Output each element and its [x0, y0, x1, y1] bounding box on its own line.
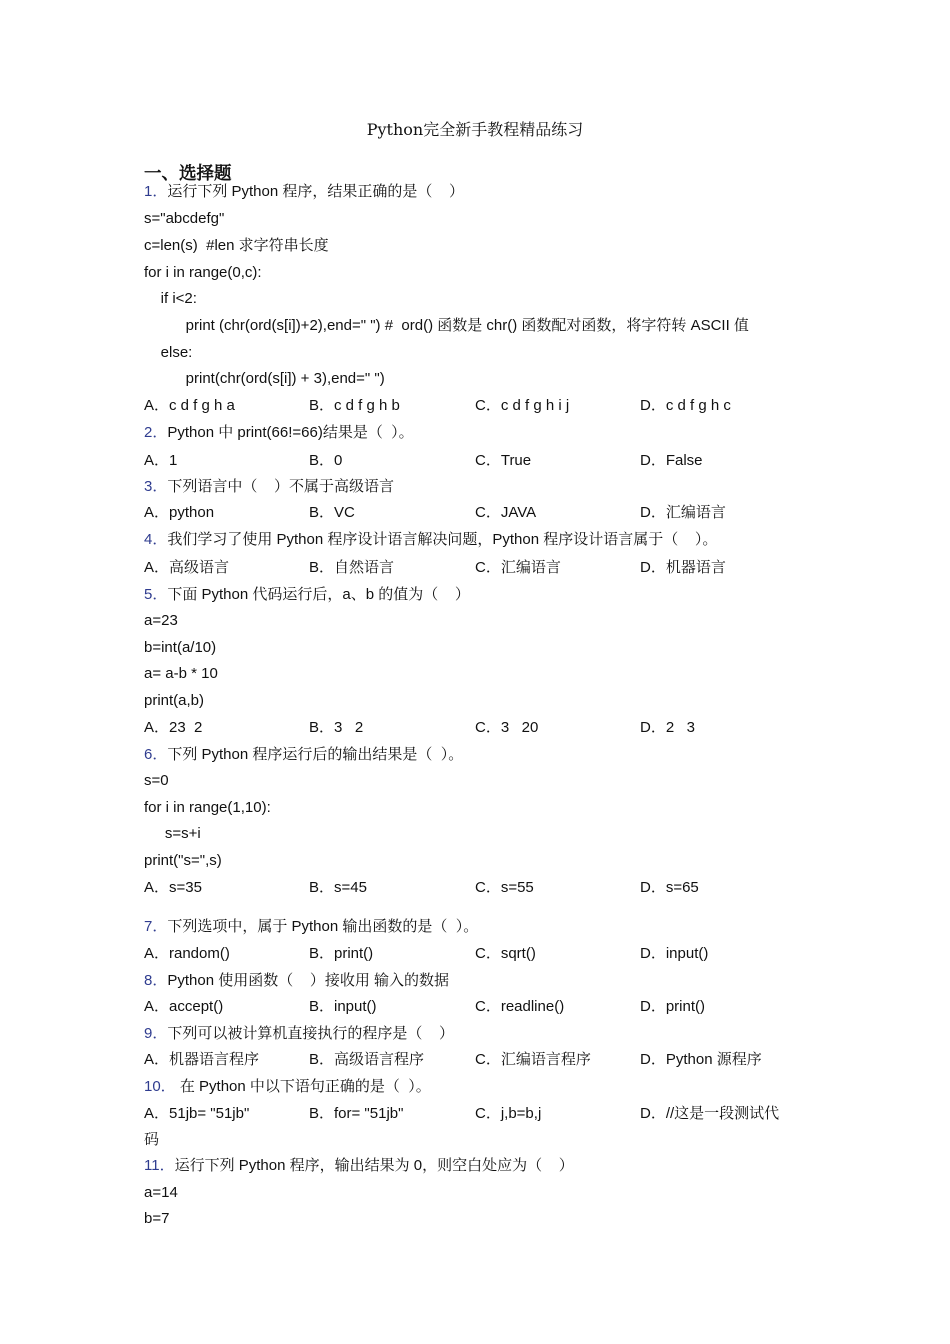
options-row — [144, 878, 824, 898]
question-text: 我们学习了使用 Python 程序设计语言解决问题，Python 程序设计语言属于（ ）。 — [167, 531, 718, 548]
option-d: D．c d f g h c — [640, 397, 731, 414]
option-b: B．print() — [309, 945, 374, 962]
option-b: B．自然语言 — [309, 559, 395, 576]
option-d: D．Python 源程序 — [640, 1051, 762, 1068]
code-line: for i in range(0,c): — [144, 264, 262, 281]
option-a: A．51jb= "51jb" — [144, 1105, 250, 1122]
code-line: s=s+i — [144, 825, 201, 842]
option-c: C．s=55 — [475, 879, 534, 896]
option-c: C．3 20 — [475, 719, 539, 736]
code-line: s="abcdefg" — [144, 210, 225, 227]
code-line: a= a-b * 10 — [144, 665, 218, 682]
question-number: 4． — [144, 531, 168, 548]
question-11 — [144, 1156, 574, 1176]
option-d: D．False — [640, 452, 703, 469]
option-b: B．c d f g h b — [309, 397, 400, 414]
code-line: print(chr(ord(s[i]) + 3),end=" ") — [144, 370, 385, 387]
question-1 — [144, 182, 464, 202]
options-row — [144, 451, 824, 471]
question-7 — [144, 917, 478, 937]
code-line: for i in range(1,10): — [144, 799, 271, 816]
question-2 — [144, 423, 414, 443]
question-number: 8． — [144, 972, 168, 989]
option-a: A．c d f g h a — [144, 397, 235, 414]
options-row — [144, 997, 824, 1017]
page-title: Python完全新手教程精品练习 — [366, 120, 584, 139]
question-number: 10． — [144, 1078, 176, 1095]
question-text: 运行下列 Python 程序，输出结果为 0，则空白处应为（ ） — [174, 1157, 574, 1174]
option-c: C．汇编语言 — [475, 559, 561, 576]
option-b: B．3 2 — [309, 719, 364, 736]
options-row — [144, 503, 824, 523]
option-a: A．23 2 — [144, 719, 203, 736]
option-b: B．0 — [309, 452, 343, 469]
option-a: A．python — [144, 504, 215, 521]
option-d: D．2 3 — [640, 719, 696, 736]
option-c: C．JAVA — [475, 504, 537, 521]
question-number: 3． — [144, 478, 168, 495]
option-d: D．//这是一段测试代 — [640, 1105, 780, 1122]
option-a: A．random() — [144, 945, 230, 962]
question-10 — [144, 1077, 431, 1097]
options-row — [144, 718, 824, 738]
option-c: C．readline() — [475, 998, 565, 1015]
code-line: print("s=",s) — [144, 852, 222, 869]
question-3 — [144, 477, 394, 497]
option-d: D．汇编语言 — [640, 504, 726, 521]
question-number: 7． — [144, 918, 168, 935]
option-d: D．print() — [640, 998, 706, 1015]
code-line: c=len(s) #len 求字符串长度 — [144, 237, 329, 254]
option-b: B．高级语言程序 — [309, 1051, 425, 1068]
option-b: B．VC — [309, 504, 355, 521]
question-number: 6． — [144, 746, 168, 763]
question-5 — [144, 585, 470, 605]
question-text: 下列选项中，属于 Python 输出函数的是（ ）。 — [167, 918, 479, 935]
question-number: 1． — [144, 183, 168, 200]
section-heading: 一、选择题 — [144, 164, 232, 184]
question-9 — [144, 1024, 454, 1044]
option-d: D．input() — [640, 945, 709, 962]
option-b: B．input() — [309, 998, 377, 1015]
options-row — [144, 396, 824, 416]
option-c: C．True — [475, 452, 532, 469]
code-line: if i<2: — [144, 290, 197, 307]
code-line: b=7 — [144, 1210, 170, 1227]
code-line: else: — [144, 344, 193, 361]
options-row — [144, 558, 824, 578]
option-a: A．高级语言 — [144, 559, 230, 576]
question-text: 下面 Python 代码运行后，a、b 的值为（ ） — [167, 586, 470, 603]
option-d: D．s=65 — [640, 879, 699, 896]
question-text: Python 中 print(66!=66)结果是（ ）。 — [167, 424, 414, 441]
options-row — [144, 944, 824, 964]
question-number: 11． — [144, 1157, 175, 1174]
question-4 — [144, 530, 717, 550]
code-line: print(a,b) — [144, 692, 205, 709]
option-c: C．j,b=b,j — [475, 1105, 542, 1122]
question-text: Python 使用函数（ ）接收用 输入的数据 — [167, 972, 450, 989]
option-a: A．accept() — [144, 998, 224, 1015]
code-line: print (chr(ord(s[i])+2),end=" ") # ord() 函数是 chr() 函数配对函数，将字符转 ASCII 值 — [144, 317, 749, 334]
code-line: s=0 — [144, 772, 169, 789]
code-line: b=int(a/10) — [144, 639, 217, 656]
question-text: 下列可以被计算机直接执行的程序是（ ） — [167, 1025, 455, 1042]
question-text: 下列语言中（ ）不属于高级语言 — [167, 478, 395, 495]
question-text: 下列 Python 程序运行后的输出结果是（ ）。 — [167, 746, 464, 763]
option-d: D．机器语言 — [640, 559, 726, 576]
option-b: B．s=45 — [309, 879, 367, 896]
question-6 — [144, 745, 463, 765]
code-line: a=23 — [144, 612, 178, 629]
question-8 — [144, 971, 449, 991]
options-row — [144, 1104, 824, 1124]
code-line: a=14 — [144, 1184, 178, 1201]
option-c: C．汇编语言程序 — [475, 1051, 591, 1068]
option-wrap-text: 码 — [144, 1131, 160, 1148]
option-a: A．机器语言程序 — [144, 1051, 260, 1068]
option-c: C．c d f g h i j — [475, 397, 570, 414]
option-b: B．for= "51jb" — [309, 1105, 404, 1122]
question-text: 运行下列 Python 程序，结果正确的是（ ） — [167, 183, 465, 200]
question-number: 2． — [144, 424, 168, 441]
question-number: 9． — [144, 1025, 168, 1042]
question-text: 在 Python 中以下语句正确的是（ ）。 — [175, 1078, 431, 1095]
options-row — [144, 1050, 824, 1070]
question-number: 5． — [144, 586, 168, 603]
option-a: A．s=35 — [144, 879, 202, 896]
option-c: C．sqrt() — [475, 945, 536, 962]
option-a: A．1 — [144, 452, 178, 469]
